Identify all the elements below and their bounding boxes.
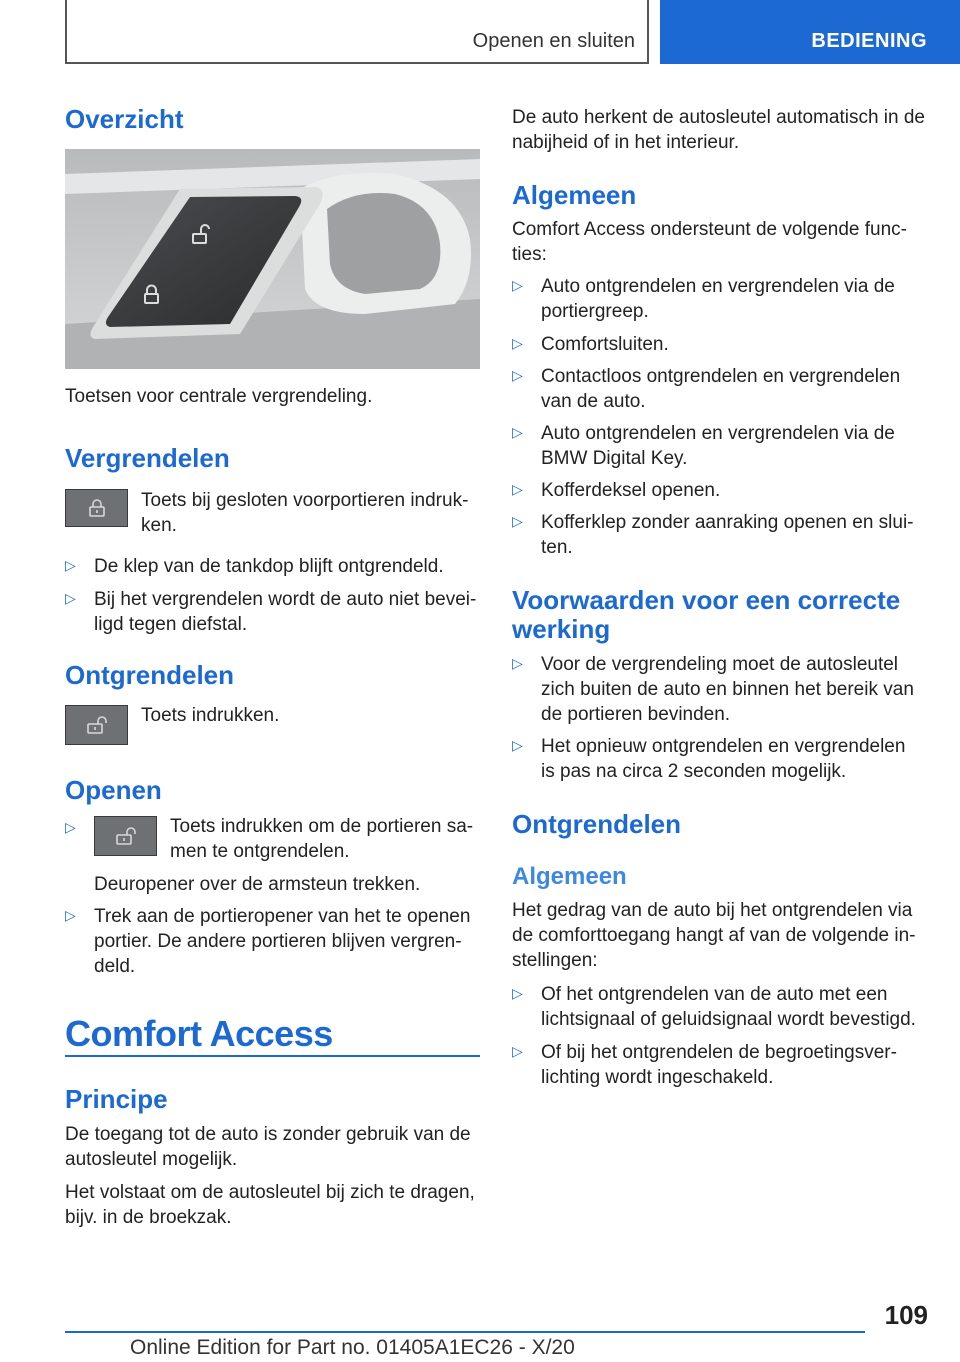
- general-bullet-3-line-2: van de auto.: [541, 391, 646, 412]
- unlock-subheading: Algemeen: [512, 863, 627, 890]
- page-number: 109: [884, 1300, 928, 1330]
- conditions-heading-line-2: werking: [512, 614, 611, 644]
- unlock-bullet-1-line-2: lichtsignaal of geluidsignaal wordt bevestigd.: [541, 1009, 916, 1030]
- lock-bullet-2-line-2: ligd tegen diefstal.: [94, 614, 248, 635]
- general-bullet-1-line-1: Auto ontgrendelen en vergrendelen via de: [541, 276, 895, 297]
- principle-p2-line-1: Het volstaat om de autosleutel bij zich te dragen,: [65, 1182, 475, 1203]
- general-text-line-2: ties:: [512, 244, 547, 265]
- unlock-heading: Ontgrendelen: [65, 660, 235, 690]
- title-rule: [65, 1055, 480, 1057]
- triangle-bullet-icon: ▷: [512, 655, 523, 671]
- lock-heading: Vergrendelen: [65, 443, 230, 473]
- principle-p2-line-2: bijv. in de broekzak.: [65, 1207, 232, 1228]
- general-bullet-4-line-2: BMW Digital Key.: [541, 448, 688, 469]
- footer-rule: [65, 1331, 865, 1333]
- general-bullet-6-line-2: ten.: [541, 537, 573, 558]
- header-chapter-label: BEDIENING: [811, 30, 927, 52]
- comfort-access-title: Comfort Access: [65, 1013, 333, 1054]
- open-bullet-1-line-2: men te ontgrendelen.: [170, 841, 350, 862]
- general-bullet-6-line-1: Kofferklep zonder aanraking openen en slui-: [541, 512, 914, 533]
- general-bullet-1-line-2: portiergreep.: [541, 301, 649, 322]
- conditions-bullet-1-line-3: de portieren bevinden.: [541, 704, 731, 725]
- unlock-bullet-2-line-1: Of bij het ontgrendelen de begroetingsver-: [541, 1042, 897, 1063]
- door-lock-buttons-photo: [65, 149, 480, 369]
- triangle-bullet-icon: ▷: [65, 907, 76, 923]
- unlock-button-image: [65, 705, 128, 745]
- intro-line-2: nabijheid of in het interieur.: [512, 132, 740, 153]
- open-heading: Openen: [65, 775, 162, 805]
- intro-line-1: De auto herkent de autosleutel automatisch in de: [512, 107, 925, 128]
- unlock-bullet-2-line-2: lichting wordt ingeschakeld.: [541, 1067, 774, 1088]
- unlock-text-line-3: stellingen:: [512, 950, 598, 971]
- unlock-text: Toets indrukken.: [141, 705, 280, 726]
- lock-text-line-2: ken.: [141, 515, 177, 536]
- triangle-bullet-icon: ▷: [512, 424, 523, 440]
- unlock-text-line-1: Het gedrag van de auto bij het ontgrendelen via: [512, 900, 913, 921]
- unlock-button-image-small: [94, 816, 157, 856]
- lock-open-icon: [86, 715, 108, 735]
- open-bullet-1-line-1: Toets indrukken om de portieren sa-: [170, 816, 474, 837]
- unlock-text-line-2: de comforttoegang hangt af van de volgende in-: [512, 925, 916, 946]
- open-bullet-2-line-3: deld.: [94, 956, 136, 977]
- header-chapter-tab: [660, 0, 960, 64]
- principle-heading: Principe: [65, 1084, 168, 1114]
- triangle-bullet-icon: ▷: [65, 590, 76, 606]
- triangle-bullet-icon: ▷: [512, 737, 523, 753]
- triangle-bullet-icon: ▷: [512, 367, 523, 383]
- principle-p1-line-1: De toegang tot de auto is zonder gebruik van de: [65, 1124, 471, 1145]
- conditions-bullet-2-line-1: Het opnieuw ontgrendelen en vergrendelen: [541, 736, 906, 757]
- general-bullet-4-line-1: Auto ontgrendelen en vergrendelen via de: [541, 423, 895, 444]
- lock-text-line-1: Toets bij gesloten voorportieren indruk-: [141, 490, 469, 511]
- general-text-line-1: Comfort Access ondersteunt de volgende func-: [512, 219, 908, 240]
- principle-p1-line-2: autosleutel mogelijk.: [65, 1149, 238, 1170]
- triangle-bullet-icon: ▷: [512, 335, 523, 351]
- conditions-heading-line-1: Voorwaarden voor een correcte: [512, 585, 901, 615]
- lock-open-icon: [115, 826, 137, 846]
- overview-heading: Overzicht: [65, 104, 184, 134]
- conditions-bullet-2-line-2: is pas na circa 2 seconden mogelijk.: [541, 761, 847, 782]
- open-bullet-2-line-1: Trek aan de portieropener van het te openen: [94, 906, 471, 927]
- header-section-title: Openen en sluiten: [472, 30, 635, 52]
- conditions-bullet-1-line-2: zich buiten de auto en binnen het bereik van: [541, 679, 914, 700]
- unlock-heading-right: Ontgrendelen: [512, 809, 682, 839]
- triangle-bullet-icon: ▷: [512, 481, 523, 497]
- open-bullet-2-line-2: portier. De andere portieren blijven vergren-: [94, 931, 462, 952]
- lock-bullet-2-line-1: Bij het vergrendelen wordt de auto niet bevei-: [94, 589, 477, 610]
- triangle-bullet-icon: ▷: [512, 513, 523, 529]
- header-section-box: [65, 0, 649, 64]
- conditions-bullet-1-line-1: Voor de vergrendeling moet de autosleutel: [541, 654, 899, 675]
- general-heading: Algemeen: [512, 180, 637, 210]
- triangle-bullet-icon: ▷: [65, 557, 76, 573]
- triangle-bullet-icon: ▷: [512, 985, 523, 1001]
- general-bullet-5: Kofferdeksel openen.: [541, 480, 721, 501]
- footer-edition: Online Edition for Part no. 01405A1EC26 - X/20: [130, 1336, 575, 1359]
- triangle-bullet-icon: ▷: [512, 277, 523, 293]
- triangle-bullet-icon: ▷: [512, 1043, 523, 1059]
- general-bullet-2: Comfortsluiten.: [541, 334, 669, 355]
- lock-button-image: [65, 489, 128, 527]
- triangle-bullet-icon: ▷: [65, 819, 76, 835]
- open-bullet-1-after: Deuropener over de armsteun trekken.: [94, 874, 421, 895]
- lock-bullet-1: De klep van de tankdop blijft ontgrendeld.: [94, 556, 444, 577]
- unlock-bullet-1-line-1: Of het ontgrendelen van de auto met een: [541, 984, 888, 1005]
- lock-closed-icon: [87, 498, 107, 518]
- photo-caption: Toetsen voor centrale vergrendeling.: [65, 386, 373, 407]
- general-bullet-3-line-1: Contactloos ontgrendelen en vergrendelen: [541, 366, 901, 387]
